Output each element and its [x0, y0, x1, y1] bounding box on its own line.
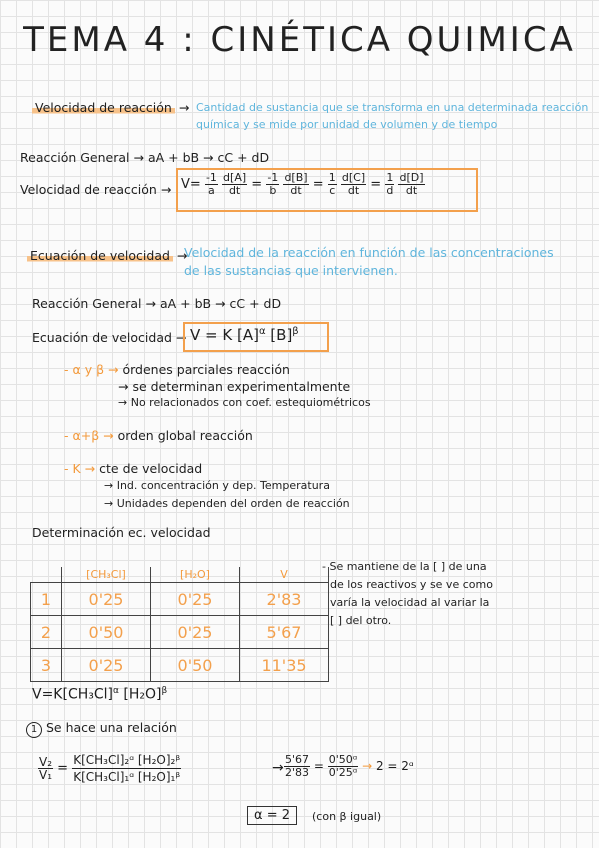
- relacion-equation: $\frac{\text{V₂}}{\text{V₁}}$ = $\frac{\text{K[CH₃Cl]₂ᵅ [H₂O]₂ᵝ}}{\text{K[CH₃Cl]₁ᵅ [H₂O]₁ᵝ}}$: [39, 753, 181, 784]
- frac-567-283: $\frac{5'67}{2'83}$: [285, 753, 310, 779]
- k-line2: → Ind. concentración y dep. Temperatura: [104, 479, 330, 492]
- table-row: [31, 649, 329, 682]
- table-header-v: V: [240, 567, 329, 583]
- relacion-result: 2 = 2ᵅ: [375, 759, 414, 773]
- frac-dA-dt: $\frac{d[A]}{dt}$: [223, 171, 247, 197]
- velocidad-definition-line2: química y se mide por unidad de volumen y de tiempo: [196, 118, 498, 131]
- table-cell-idx: 3: [31, 649, 62, 682]
- table-cell-ch3cl: 0'25: [62, 583, 151, 616]
- ecuacion-label-text: Ecuación de velocidad: [27, 248, 173, 263]
- arrow-icon: →: [176, 248, 188, 263]
- table-note-line3: varía la velocidad al variar la: [330, 596, 490, 609]
- ecuacion-final: $V=K[CH_3Cl]^\alpha$ $[H_2O]^\beta$: [32, 686, 168, 703]
- table-row: [31, 583, 329, 616]
- beta-note: (con β igual): [312, 810, 382, 823]
- frac-minus1-b: $\frac{-1}{b}$: [267, 171, 279, 197]
- relacion-label: Se hace una relación: [45, 720, 177, 735]
- alfa-beta-item: [64, 362, 290, 377]
- reaccion-general-formula: aA + bB → cC + dD: [159, 296, 282, 311]
- k-item: [64, 461, 202, 476]
- table-cell-v: 11'35: [240, 649, 329, 682]
- table-note-line4: [ ] del otro.: [330, 614, 392, 627]
- table-cell-h2o: 0'25: [151, 583, 240, 616]
- alfa-mas-beta-item: [64, 428, 253, 443]
- reaccion-general-label: Reacción General →: [20, 150, 144, 165]
- table-row: [31, 616, 329, 649]
- table-cell-v: 5'67: [240, 616, 329, 649]
- v-symbol: V=: [181, 177, 201, 192]
- experiment-table: [30, 567, 329, 682]
- table-cell-ch3cl: 0'50: [62, 616, 151, 649]
- velocidad-label-text: Velocidad de reacción: [32, 100, 175, 115]
- table-cell-h2o: 0'50: [151, 649, 240, 682]
- step-number: 1: [26, 722, 42, 738]
- alfa-mas-beta-bullet: - α+β →: [64, 428, 114, 443]
- arrow-icon: →: [178, 100, 190, 115]
- ecuacion-definition-line1: Velocidad de la reacción en función de las concentraciones: [184, 245, 554, 260]
- table-header-ch3cl: [CH₃Cl]: [62, 567, 151, 583]
- table-cell-v: 2'83: [240, 583, 329, 616]
- frac-dC-dt: $\frac{d[C]}{dt}$: [341, 171, 366, 197]
- k-text: cte de velocidad: [99, 461, 203, 476]
- table-cell-idx: 2: [31, 616, 62, 649]
- frac-050-025: $\frac{\text{0'50ᵅ}}{\text{0'25ᵅ}}$: [328, 753, 358, 779]
- arrow-icon: →: [362, 759, 373, 773]
- velocidad-definition-line1: Cantidad de sustancia que se transforma en una determinada reacción: [196, 101, 589, 114]
- frac-minus1-a: $\frac{-1}{a}$: [205, 171, 217, 197]
- table-cell-h2o: 0'25: [151, 616, 240, 649]
- table-header-h2o: [H₂O]: [151, 567, 240, 583]
- reaccion-general-label: Reacción General →: [32, 296, 156, 311]
- alfa-beta-line2: → se determinan experimentalmente: [118, 379, 351, 394]
- determinacion-label: Determinación ec. velocidad: [32, 525, 211, 540]
- k-bullet: - K →: [64, 461, 96, 476]
- relacion-arrow: →: [272, 760, 284, 776]
- reaccion-general-1: [20, 150, 269, 165]
- table-header-empty: [31, 567, 62, 583]
- alfa-beta-text: órdenes parciales reacción: [122, 362, 290, 377]
- reaccion-general-2: [32, 296, 281, 311]
- table-cell-ch3cl: 0'25: [62, 649, 151, 682]
- table-note-line2: de los reactivos y se ve como: [330, 578, 493, 591]
- alfa-beta-bullet: - α y β →: [64, 362, 119, 377]
- alfa-mas-beta-text: orden global reacción: [117, 428, 253, 443]
- velocidad-equation: V= $\frac{-1}{a}$ $\frac{d[A]}{dt}$ = $\frac{-1}{b}$ $\frac{d[B]}{dt}$ = $\frac{1}{c}$ $\frac{d[C]}{dt}$ = $\frac{1}{d}$ $\frac{d[D]}{dt}$: [181, 171, 424, 197]
- page-title: TEMA 4 : CINÉTICA QUIMICA: [23, 20, 576, 60]
- relacion-values: $\frac{5'67}{2'83}$ = $\frac{\text{0'50ᵅ}}{\text{0'25ᵅ}}$ → 2 = 2ᵅ: [285, 753, 414, 779]
- relacion-heading: [26, 720, 177, 738]
- alfa-beta-line3: → No relacionados con coef. estequiométricos: [118, 396, 371, 409]
- frac-dB-dt: $\frac{d[B]}{dt}$: [284, 171, 308, 197]
- frac-v2-v1: $\frac{\text{V₂}}{\text{V₁}}$: [39, 755, 53, 782]
- table-note-line1: - Se mantiene de la [ ] de una: [322, 560, 487, 573]
- ecuacion-velocidad-formula: V = K $[A]^\alpha$ $[B]^\beta$: [190, 326, 299, 344]
- frac-1-d: $\frac{1}{d}$: [386, 171, 394, 197]
- ecuacion-velocidad-label: Ecuación de velocidad →: [32, 330, 187, 345]
- table-cell-idx: 1: [31, 583, 62, 616]
- velocidad-reaccion-label: Velocidad de reacción →: [20, 182, 172, 197]
- frac-dD-dt: $\frac{d[D]}{dt}$: [399, 171, 424, 197]
- frac-rate-ratio: $\frac{\text{K[CH₃Cl]₂ᵅ [H₂O]₂ᵝ}}{\text{K[CH₃Cl]₁ᵅ [H₂O]₁ᵝ}}$: [73, 753, 181, 784]
- alpha-result-box: α = 2: [247, 806, 297, 825]
- k-line3: → Unidades dependen del orden de reacción: [104, 497, 350, 510]
- ecuacion-label: [27, 248, 187, 263]
- ecuacion-definition-line2: de las sustancias que intervienen.: [184, 263, 398, 278]
- frac-1-c: $\frac{1}{c}$: [328, 171, 336, 197]
- table-header-row: [31, 567, 329, 583]
- reaccion-general-formula: aA + bB → cC + dD: [147, 150, 270, 165]
- velocidad-label: [32, 100, 189, 115]
